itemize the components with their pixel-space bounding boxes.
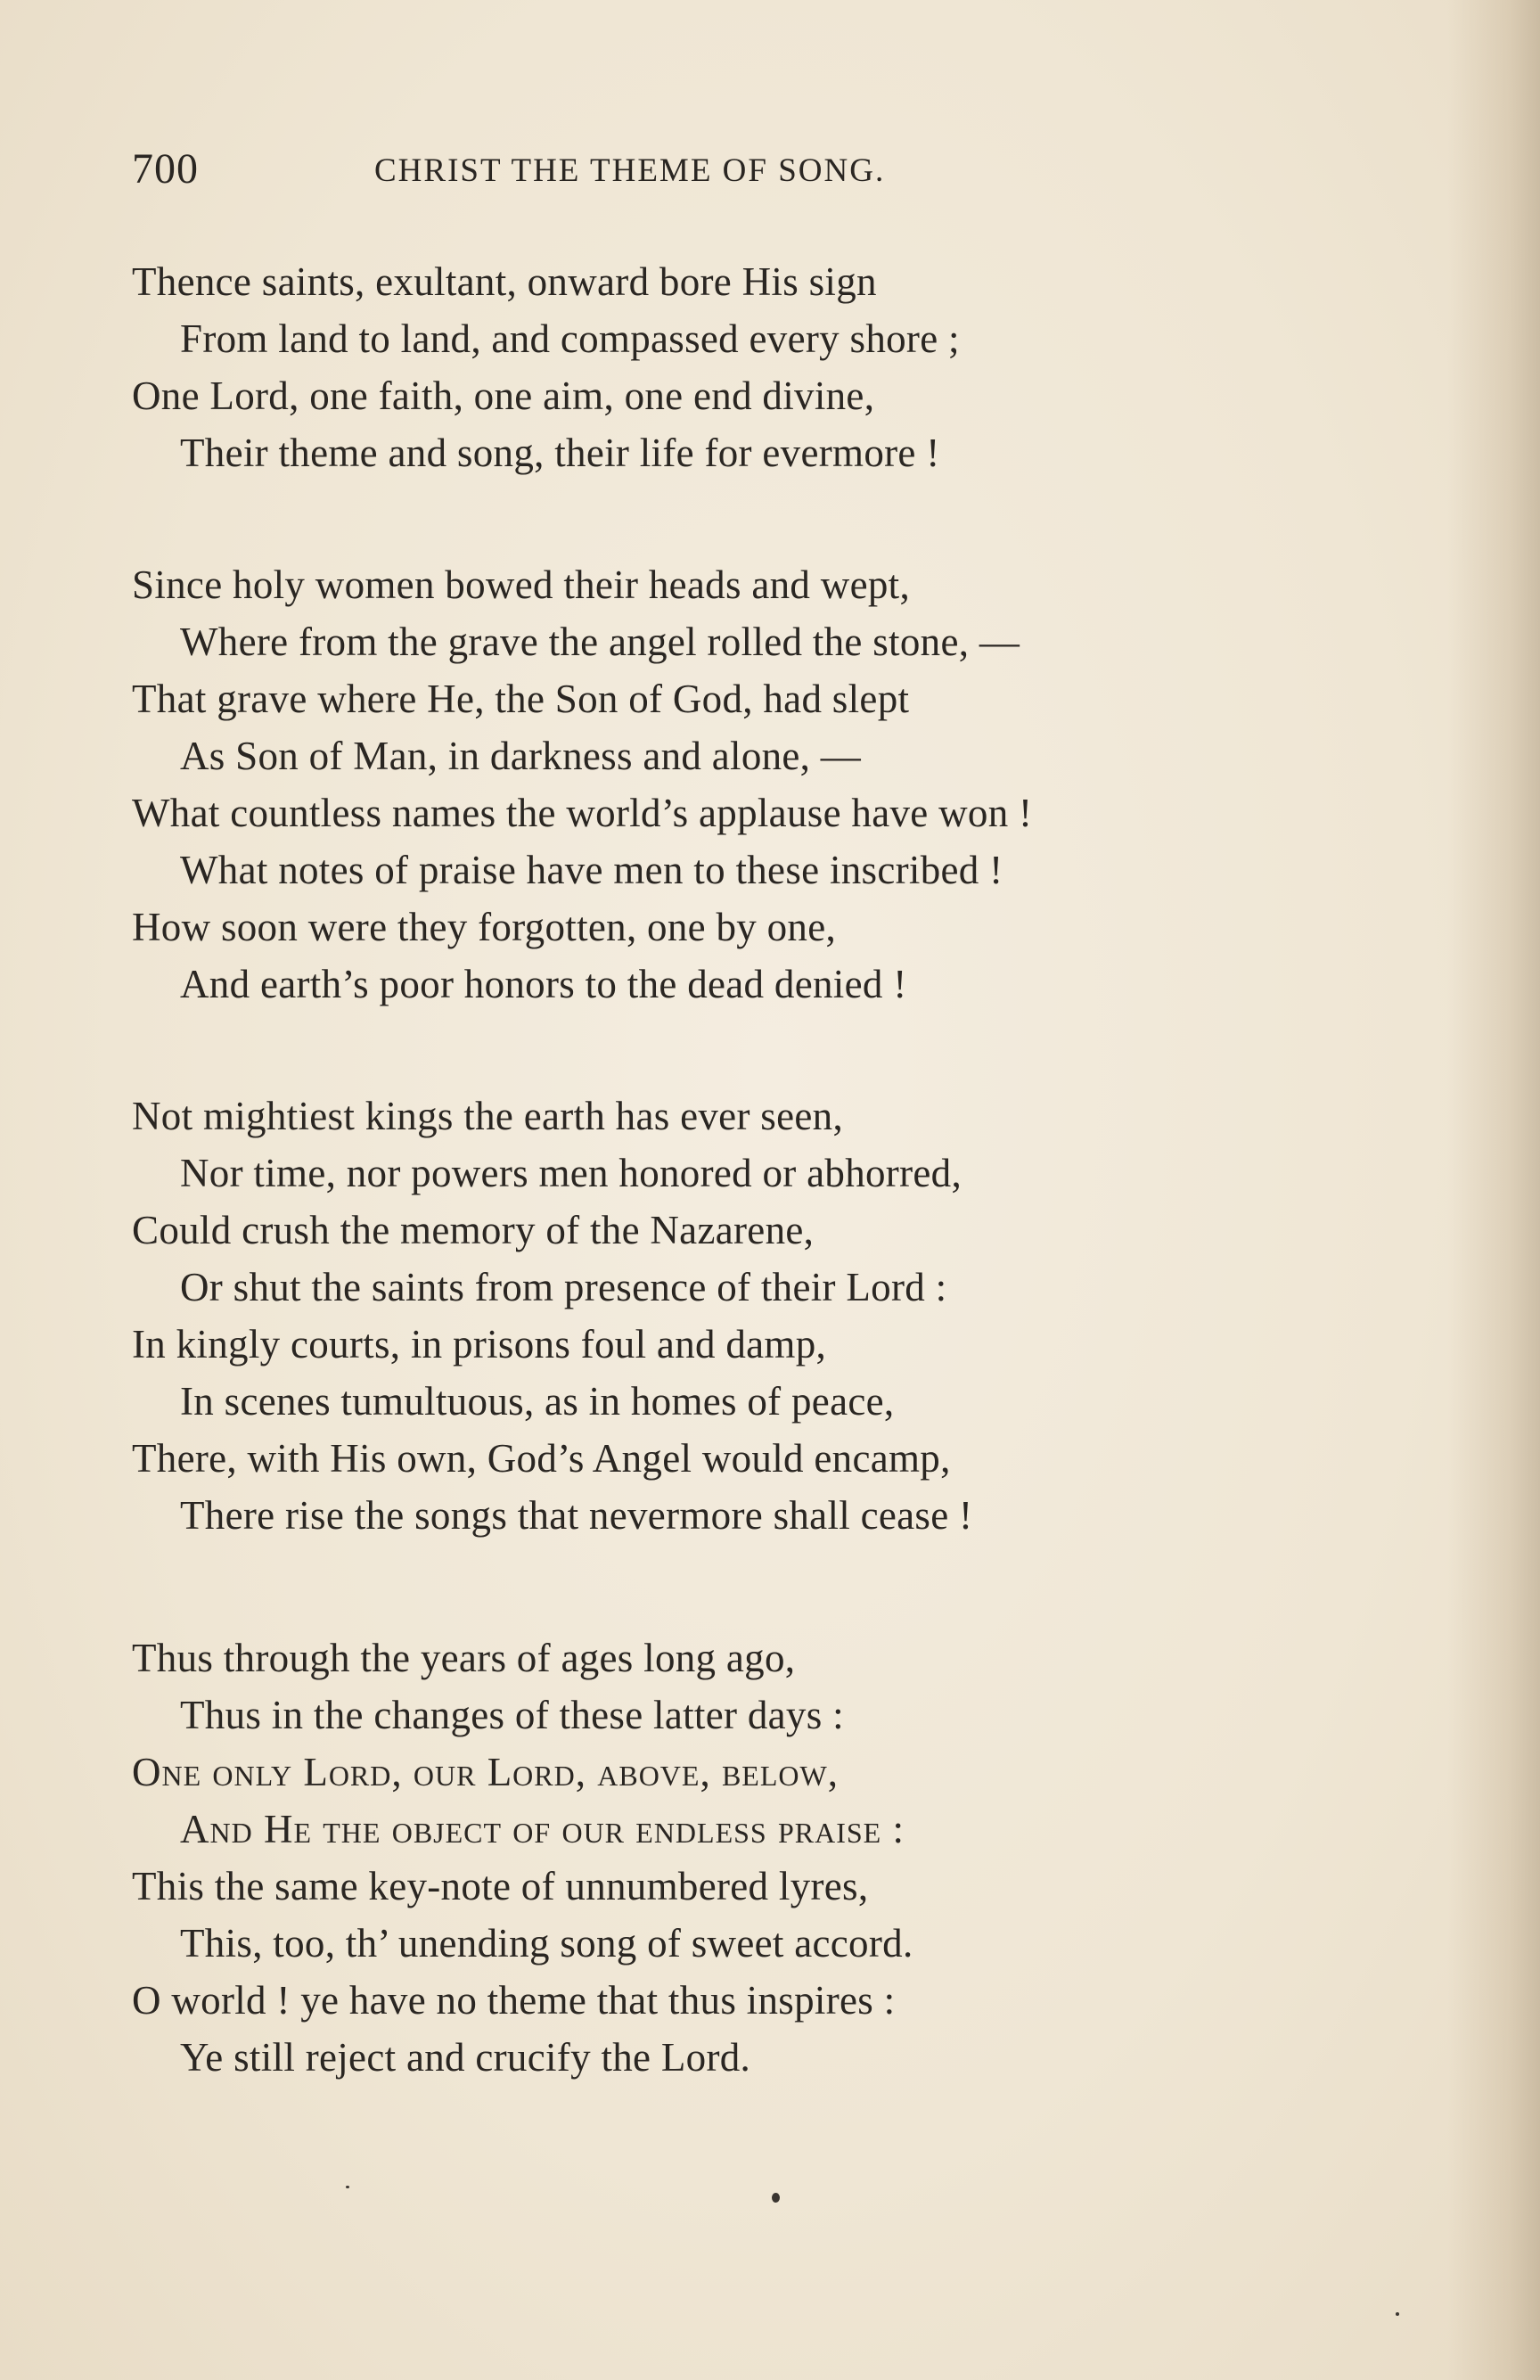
- page-number: 700: [132, 145, 199, 193]
- verse-line: In scenes tumultuous, as in homes of peace,: [180, 1379, 895, 1424]
- stanza-1: [132, 253, 1326, 481]
- verse-line: There rise the songs that nevermore shall cease !: [180, 1493, 973, 1538]
- verse-line: There, with His own, God’s Angel would encamp,: [132, 1436, 951, 1481]
- verse-line: Thus in the changes of these latter days :: [180, 1693, 844, 1737]
- verse-line: Could crush the memory of the Nazarene,: [132, 1208, 815, 1252]
- verse-line: This, too, th’ unending song of sweet accord.: [180, 1921, 913, 1966]
- ink-speck: [346, 2186, 349, 2188]
- running-head: CHRIST THE THEME OF SONG.: [374, 152, 886, 189]
- verse-line: Or shut the saints from presence of their Lord :: [180, 1265, 947, 1309]
- verse-line: Where from the grave the angel rolled the stone, —: [180, 620, 1020, 664]
- verse-line: What notes of praise have men to these inscribed !: [180, 848, 1003, 892]
- verse-line: Their theme and song, their life for evermore !: [180, 431, 940, 475]
- verse-line: And earth’s poor honors to the dead denied !: [180, 962, 907, 1006]
- verse-line: O world ! ye have no theme that thus inspires :: [132, 1978, 896, 2023]
- page-header: [132, 144, 1094, 198]
- verse-line-small-caps: And He the object of our endless praise :: [180, 1807, 905, 1851]
- verse-line: What countless names the world’s applause have won !: [132, 791, 1033, 835]
- verse-line: Ye still reject and crucify the Lord.: [180, 2035, 751, 2080]
- verse-line: That grave where He, the Son of God, had slept: [132, 677, 910, 721]
- verse-line: Nor time, nor powers men honored or abhorred,: [180, 1151, 962, 1195]
- verse-line: As Son of Man, in darkness and alone, —: [180, 734, 862, 778]
- verse-line: Thence saints, exultant, onward bore His sign: [132, 259, 877, 304]
- stanza-3: [132, 1087, 1326, 1544]
- verse-line: One Lord, one faith, one aim, one end divine,: [132, 373, 875, 418]
- ink-speck: [1396, 2312, 1399, 2316]
- verse-line: Since holy women bowed their heads and wept,: [132, 562, 910, 607]
- verse-line: In kingly courts, in prisons foul and damp,: [132, 1322, 827, 1366]
- verse-line: Thus through the years of ages long ago,: [132, 1636, 796, 1680]
- verse-line: This the same key-note of unnumbered lyres,: [132, 1864, 869, 1908]
- verse-line: From land to land, and compassed every shore ;: [180, 316, 960, 361]
- stanza-4: [132, 1629, 1326, 2086]
- verse-line: How soon were they forgotten, one by one,: [132, 905, 837, 949]
- verse-line-small-caps: One only Lord, our Lord, above, below,: [132, 1750, 839, 1794]
- ink-speck: [772, 2193, 780, 2203]
- verse-line: Not mightiest kings the earth has ever seen,: [132, 1094, 843, 1138]
- stanza-2: [132, 556, 1326, 1013]
